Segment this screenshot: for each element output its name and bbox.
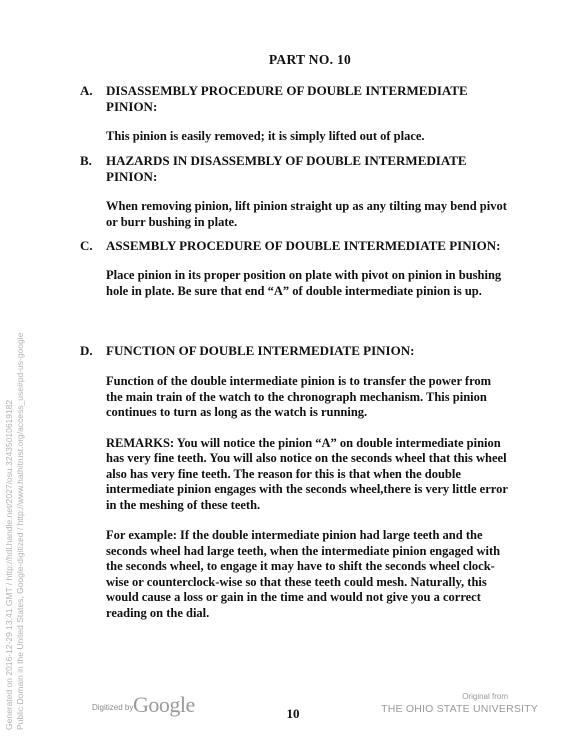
hathitrust-margin-note [4, 333, 26, 730]
paragraph: Place pinion in its proper position on plate with pivot on pinion in bushing hole in plate. Be sure that end “A” of double intermediate pinion is up. [106, 268, 502, 298]
example-paragraph: For example: If the double intermediate pinion had large teeth and the seconds wheel had large teeth, when the intermediate pinion engaged with the seconds wheel, to engage it may have to shift the seconds wheel clock-wise or counterclock-wise so that these teeth could mesh. Naturally, this would cause a loss or gain in the time and would not give you a correct reading on the dial. [106, 528, 501, 620]
section-d [80, 343, 510, 634]
section-letter: A. [80, 83, 93, 98]
original-from-label: Original from [462, 692, 508, 701]
paragraph: This pinion is easily removed; it is simply lifted out of place. [106, 129, 425, 143]
section-letter: C. [80, 238, 93, 253]
section-body [106, 199, 510, 230]
section-body [106, 268, 510, 299]
remarks-paragraph: REMARKS: You will notice the pinion “A” on double intermediate pinion has very fine teeth. You will also notice on the seconds wheel that this wheel also has very fine teeth. The reason for this is that when the double intermediate pinion engages with the seconds wheel,there is very little error in the meshing of these teeth. [106, 435, 508, 512]
page-title: PART NO. 10 [268, 52, 352, 67]
margin-note-line: Generated on 2016-12-29 13:41 GMT / http://hdl.handle.net/2027/osu.32435010619182 [4, 399, 14, 730]
section-letter: B. [80, 153, 92, 168]
institution-name: THE OHIO STATE UNIVERSITY [381, 703, 538, 715]
section-heading [80, 238, 510, 254]
section-heading-text: DISASSEMBLY PROCEDURE OF DOUBLE INTERMEDIATE PINION: [106, 83, 468, 114]
section-heading [80, 83, 510, 115]
section-c [80, 238, 510, 312]
paragraph: When removing pinion, lift pinion straight up as any tilting may bend pivot or burr bushing in plate. [106, 199, 507, 229]
section-heading-text: ASSEMBLY PROCEDURE OF DOUBLE INTERMEDIATE PINION: [106, 238, 501, 253]
section-body [106, 129, 510, 145]
google-logo: Google [133, 692, 195, 717]
digitized-by-label: Digitized by [92, 703, 134, 712]
section-heading-text: HAZARDS IN DISASSEMBLY OF DOUBLE INTERMEDIATE PINION: [106, 153, 467, 184]
section-heading [80, 343, 510, 359]
section-heading-text: FUNCTION OF DOUBLE INTERMEDIATE PINION: [106, 343, 415, 358]
paragraph: Function of the double intermediate pinion is to transfer the power from the main train of the watch to the chronograph mechanism. This pinion continues to turn as long as the watch is running. [106, 374, 492, 419]
section-body [106, 374, 510, 621]
section-letter: D. [80, 343, 93, 358]
original-from-block [381, 692, 538, 715]
section-a [80, 83, 510, 158]
page-number: 10 [286, 706, 300, 721]
page-footer [0, 692, 580, 732]
section-heading [80, 153, 510, 185]
section-b [80, 153, 510, 243]
margin-note-line: Public Domain in the United States, Google-digitized / http://www.hathitrust.org/access_use#pd-us-google [15, 332, 25, 730]
